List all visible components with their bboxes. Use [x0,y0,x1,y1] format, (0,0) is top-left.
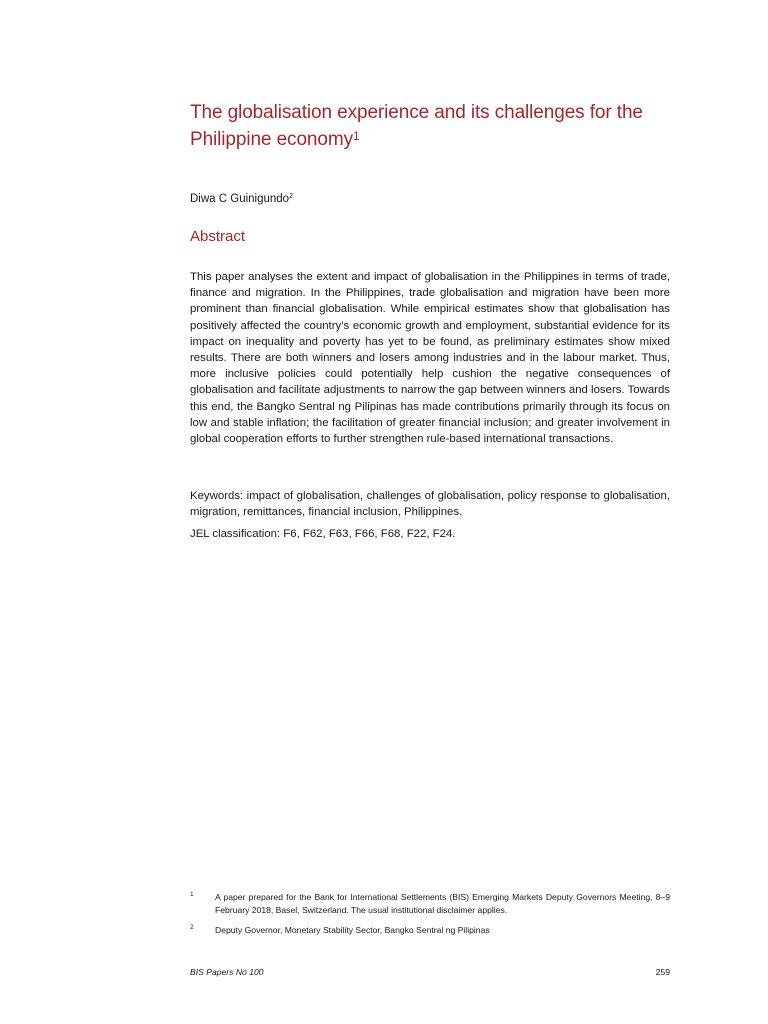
keywords: Keywords: impact of globalisation, challenges of globalisation, policy response to globalisation, migration, remittances, financial inclusion, Philippines. [190,490,670,519]
footnote-2-mark: 2 [190,924,194,931]
abstract-heading: Abstract [190,228,246,245]
abstract-text: This paper analyses the extent and impact of globalisation in the Philippines in terms of trade, finance and migration. In the Philippines, trade globalisation and migration have been more prominent than financial globalisation. While empirical estimates show that globalisation has positively affected the country’s economic growth and employment, substantial evidence for its impact on inequality and poverty has yet to be found, as preliminary estimates show mixed results. There are both winners and losers among industries and in the labour market. Thus, more inclusive policies could potentially help cushion the negative consequences of globalisation and facilitate adjustments to narrow the gap between winners and losers. Towards this end, the Bangko Sentral ng Pilipinas has made contributions primarily through its focus on low and stable inflation; the facilitation of greater financial inclusion; and greater involvement in global cooperation efforts to further strengthen rule-based international transactions. [190,271,670,446]
title-footnote-mark: 1 [352,129,360,143]
footnote-1 [190,891,670,917]
footnote-1-mark: 1 [190,891,194,898]
footnote-2 [190,924,670,937]
footer-page-number: 259 [655,967,670,977]
author-footnote-mark: 2 [289,193,293,200]
footnote-2-text: Deputy Governor, Monetary Stability Sector, Bangko Sentral ng Pilipinas [215,925,490,935]
footnote-1-text: A paper prepared for the Bank for International Settlements (BIS) Emerging Markets Deputy Governors Meeting, 8–9 February 2018, Basel, Switzerland. The usual institutional disclaimer applies. [215,892,670,915]
jel-classification: JEL classification: F6, F62, F63, F66, F68, F22, F24. [190,528,456,540]
footer-publication: BIS Papers No 100 [190,967,264,977]
paper-title-text: The globalisation experience and its challenges for the Philippine economy [190,102,643,150]
author-name [190,192,293,206]
author-name-text: Diwa C Guinigundo [190,193,290,205]
paper-title [190,99,690,153]
